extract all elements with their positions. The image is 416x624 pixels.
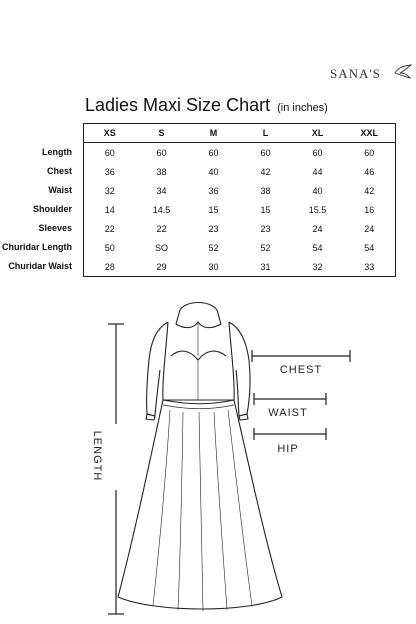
row-label-waist: Waist (48, 185, 72, 195)
table-row (84, 181, 396, 200)
table-cell: 38 (156, 166, 167, 177)
table-cell: 54 (364, 242, 375, 253)
table-cell: 44 (312, 166, 323, 177)
table-cell: 29 (156, 261, 167, 272)
size-header: M (188, 124, 240, 143)
table-cell: 16 (364, 204, 375, 215)
row-label-length: Length (42, 147, 72, 157)
dress-icon (118, 303, 282, 612)
table-cell: 60 (104, 147, 115, 158)
table-cell: 15 (260, 204, 271, 215)
table-cell: 30 (208, 261, 219, 272)
waist-label: WAIST (268, 407, 308, 419)
table-row (84, 257, 396, 277)
chart-title (85, 95, 328, 116)
hip-measure (254, 428, 326, 440)
table-cell: 60 (312, 147, 323, 158)
table-cell: 33 (364, 261, 375, 272)
table-cell: 15.5 (308, 204, 327, 215)
table-cell: 24 (364, 223, 375, 234)
table-cell: 60 (208, 147, 219, 158)
length-label: LENGTH (91, 430, 103, 482)
waist-measure (254, 393, 326, 405)
table-cell: 52 (260, 242, 271, 253)
size-header: XL (292, 124, 344, 143)
table-cell: 22 (104, 223, 115, 234)
hip-label: HIP (277, 443, 299, 455)
chest-measure (252, 350, 350, 362)
table-cell: 40 (208, 166, 219, 177)
table-cell: 14.5 (152, 204, 171, 215)
size-header: XXL (344, 124, 396, 143)
table-cell: 60 (364, 147, 375, 158)
table-cell: 22 (156, 223, 167, 234)
table-cell: 34 (156, 185, 167, 196)
table-cell: 60 (260, 147, 271, 158)
table-cell: 36 (104, 166, 115, 177)
table-row (84, 200, 396, 219)
table-row (84, 143, 396, 163)
table-row (84, 219, 396, 238)
length-measure (91, 324, 129, 614)
table-cell: 14 (104, 204, 115, 215)
dress-measurement-diagram (0, 300, 416, 624)
table-cell: 40 (312, 185, 323, 196)
brand-name: SANA'S (330, 66, 381, 81)
table-header-row (84, 124, 396, 143)
table-cell: 42 (260, 166, 271, 177)
bird-icon (394, 64, 412, 80)
row-labels (0, 143, 72, 276)
table-cell: 23 (260, 223, 271, 234)
row-label-chest: Chest (46, 166, 72, 176)
table-cell: 36 (208, 185, 219, 196)
table-row (84, 238, 396, 257)
table-cell: 28 (104, 261, 115, 272)
table-cell: 24 (312, 223, 323, 234)
chart-title-text: Ladies Maxi Size Chart (85, 95, 271, 115)
table-cell: 32 (104, 185, 115, 196)
chest-label: CHEST (279, 364, 323, 376)
table-cell: 50 (104, 242, 115, 253)
table-cell: 15 (208, 204, 219, 215)
table-cell: 42 (364, 185, 375, 196)
row-label-churidar-length: Churidar Length (2, 242, 72, 252)
size-table (83, 123, 396, 277)
size-header: L (240, 124, 292, 143)
table-row (84, 162, 396, 181)
size-header: S (136, 124, 188, 143)
row-label-sleeves: Sleeves (38, 223, 72, 233)
table-cell: 32 (312, 261, 323, 272)
table-cell: 23 (208, 223, 219, 234)
table-cell: SO (154, 242, 168, 253)
table-cell: 46 (364, 166, 375, 177)
table-cell: 54 (312, 242, 323, 253)
table-cell: 60 (156, 147, 167, 158)
size-header: XS (84, 124, 136, 143)
row-label-churidar-waist: Churidar Waist (8, 261, 72, 271)
table-cell: 31 (260, 261, 271, 272)
chart-subtitle: (in inches) (277, 102, 328, 114)
table-cell: 38 (260, 185, 271, 196)
row-label-shoulder: Shoulder (32, 204, 72, 214)
table-cell: 52 (208, 242, 219, 253)
